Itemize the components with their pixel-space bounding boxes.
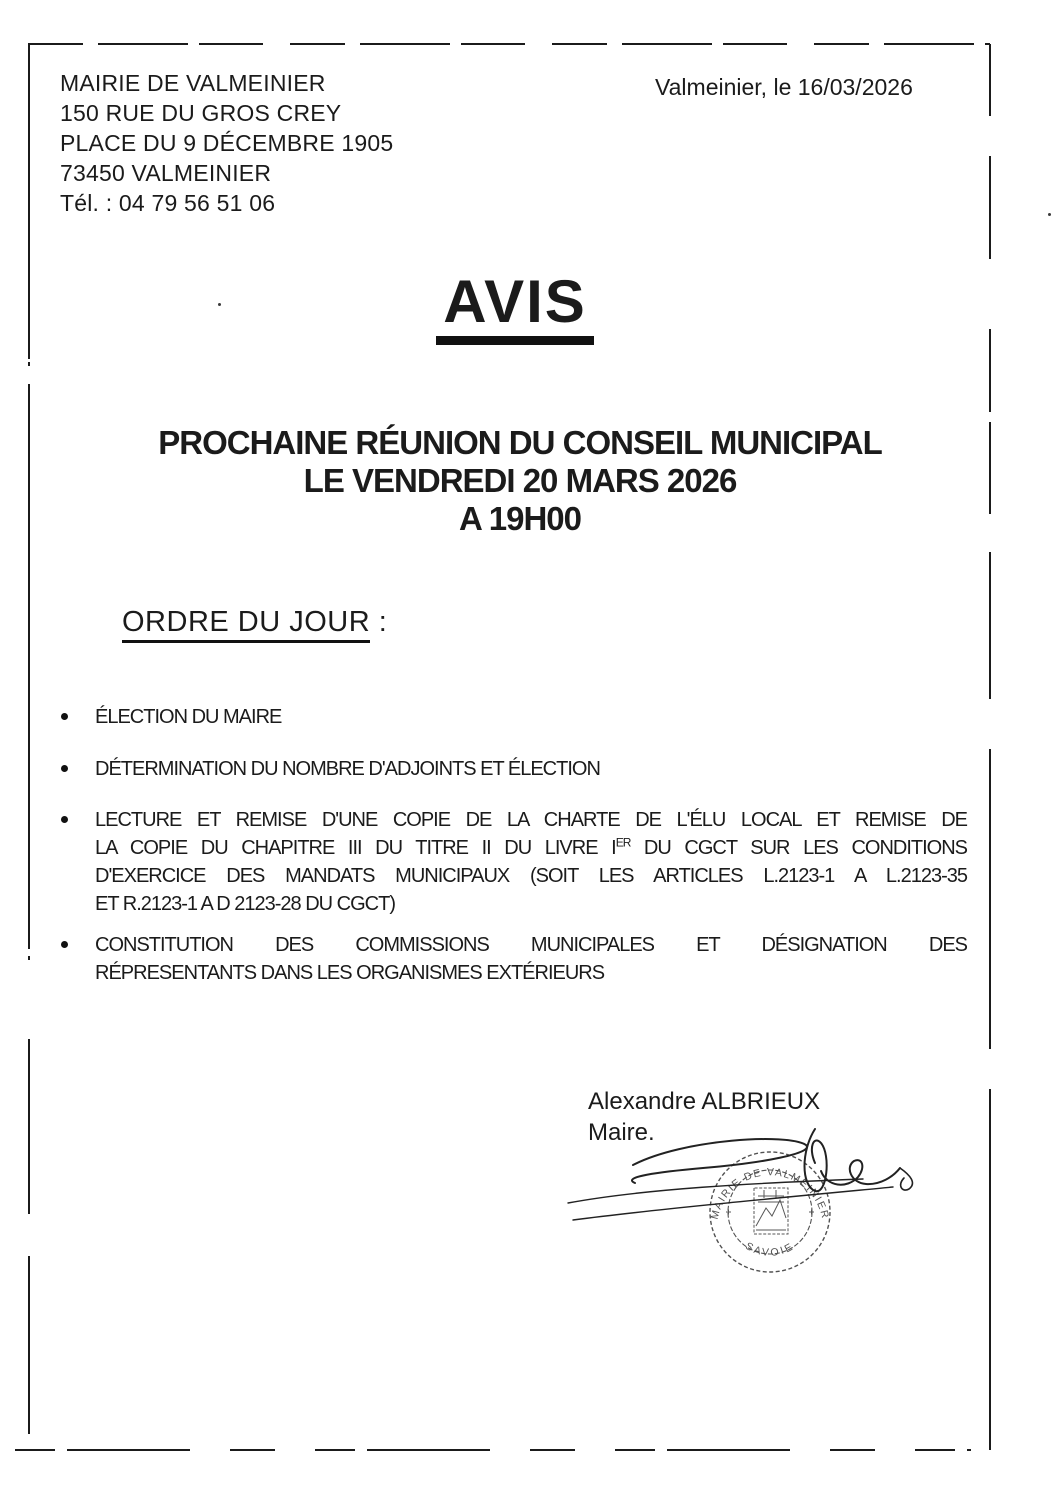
agenda-item-1 — [95, 703, 967, 731]
title-wrap — [0, 270, 1030, 345]
sender-phone: Tél. : 04 79 56 51 06 — [60, 190, 276, 216]
stamp-top-text: MAIRIE DE VALMEINIER — [708, 1166, 832, 1221]
agenda-item-2-text: DÉTERMINATION DU NOMBRE D'ADJOINTS ET ÉLECTION — [95, 758, 600, 780]
agenda-heading-label: ORDRE DU JOUR — [122, 606, 370, 643]
agenda-item-3-line-1: LECTURE ET REMISE D'UNE COPIE DE LA CHARTE DE L'ÉLU LOCAL ET REMISE DE — [95, 809, 967, 831]
bullet-icon — [61, 765, 68, 772]
scan-artifact-dot — [1048, 213, 1051, 216]
agenda-heading-colon: : — [370, 606, 388, 638]
agenda-item-3-superscript: ER — [615, 835, 631, 850]
scan-border-bottom — [15, 1449, 971, 1451]
sender-place: PLACE DU 9 DÉCEMBRE 1905 — [60, 130, 394, 156]
signature-letter-loop-2 — [821, 1160, 900, 1185]
sender-name: MAIRIE DE VALMEINIER — [60, 70, 326, 96]
agenda-item-4-line-2: RÉPRESENTANTS DANS LES ORGANISMES EXTÉRIEURS — [95, 962, 605, 984]
agenda-item-3 — [95, 806, 967, 918]
bullet-icon — [61, 816, 68, 823]
agenda-item-4 — [95, 931, 967, 987]
agenda-list — [95, 703, 967, 1010]
meeting-line-2: LE VENDREDI 20 MARS 2026 — [303, 462, 737, 499]
agenda-item-3-line-3: D'EXERCICE DES MANDATS MUNICIPAUX (SOIT LES ARTICLES L.2123-1 A L.2123-35 — [95, 865, 967, 887]
bullet-icon — [61, 941, 68, 948]
signature-stroke-long-2 — [573, 1187, 893, 1220]
bullet-icon — [61, 713, 68, 720]
agenda-item-3-line-2-post: DU CGCT SUR LES CONDITIONS — [630, 837, 968, 859]
meeting-line-1: PROCHAINE RÉUNION DU CONSEIL MUNICIPAL — [158, 424, 882, 461]
agenda-item-2 — [95, 755, 967, 783]
dateline: Valmeinier, le 16/03/2026 — [655, 74, 913, 100]
sender-city: 73450 VALMEINIER — [60, 160, 272, 186]
agenda-item-1-text: ÉLECTION DU MAIRE — [95, 706, 282, 728]
signer-name: Alexandre ALBRIEUX — [588, 1088, 821, 1115]
scan-border-right — [989, 44, 991, 1450]
agenda-item-3-line-2-pre: LA COPIE DU CHAPITRE III DU TITRE II DU LIVRE I — [95, 837, 616, 859]
stamp-bottom-text: SAVOIE — [743, 1240, 797, 1259]
meeting-announcement — [0, 424, 1040, 538]
signature-letter-loop-1 — [805, 1129, 827, 1191]
agenda-heading — [122, 606, 387, 639]
signature-loop-main — [632, 1139, 807, 1183]
agenda-item-3-line-4: ET R.2123-1 A D 2123-28 DU CGCT) — [95, 893, 395, 915]
sender-street: 150 RUE DU GROS CREY — [60, 100, 342, 126]
signer-title: Maire. — [588, 1119, 655, 1146]
signature-scribble — [563, 1123, 923, 1263]
scan-border-top — [28, 43, 990, 45]
signature-tail-curl — [900, 1168, 912, 1190]
agenda-item-3-line-2 — [95, 834, 967, 862]
meeting-line-3: A 19H00 — [458, 500, 582, 537]
scan-border-left — [28, 44, 30, 1450]
agenda-item-4-line-1: CONSTITUTION DES COMMISSIONS MUNICIPALES ET DÉSIGNATION DES — [95, 934, 967, 956]
page-title: AVIS — [436, 270, 594, 345]
sender-address-block — [60, 68, 393, 218]
